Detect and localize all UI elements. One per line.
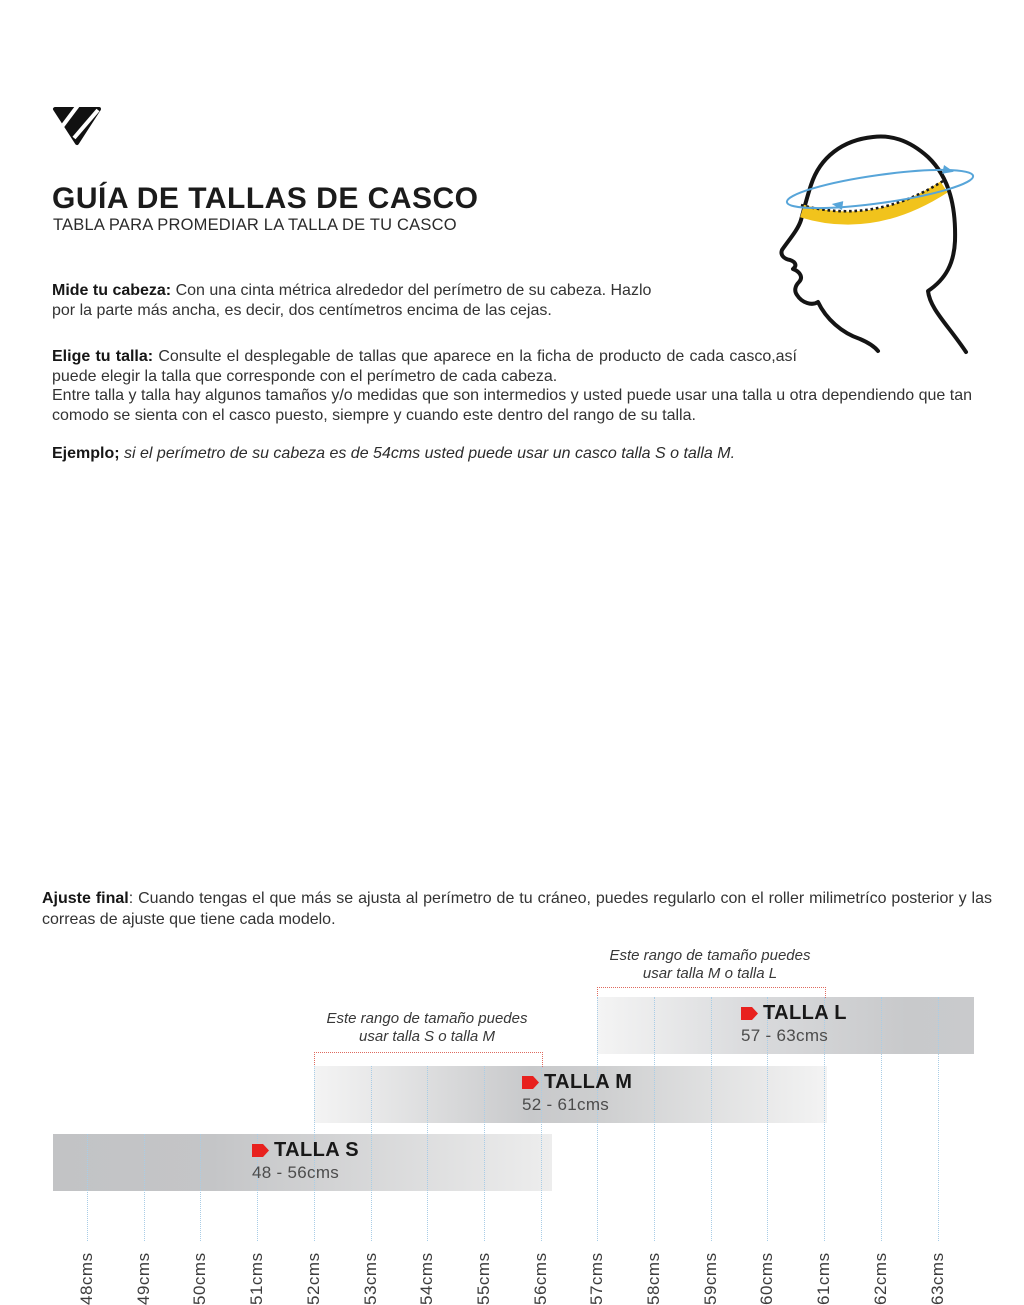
gridline (427, 1066, 428, 1241)
label-talla-l (741, 1002, 847, 1046)
axis-tick-label: 62cms (871, 1252, 890, 1305)
label-talla-m (522, 1071, 632, 1115)
overlap-box-s-m (314, 1052, 543, 1067)
axis-tick-label: 49cms (134, 1252, 153, 1305)
size-tag-icon (741, 1006, 758, 1021)
head-measurement-illustration (768, 123, 986, 355)
label-talla-s (252, 1139, 359, 1183)
size-tag-icon (522, 1075, 539, 1090)
annotation-line: usar talla S o talla M (359, 1028, 495, 1045)
final-adjust-text: : Cuando tengas el que más se ajusta al perímetro de tu cráneo, puedes regularlo con el roller milimetríco posterior y las correas de ajuste que tiene cada modelo. (42, 890, 992, 928)
gridline (371, 1066, 372, 1241)
choose-text: Consulte el desplegable de tallas que aparece en la ficha de producto de cada casco,así puede elegir la talla que corresponde con el perímetro de cada cabeza. (52, 348, 798, 385)
axis-tick-label: 58cms (644, 1252, 663, 1305)
gridline (144, 1134, 145, 1241)
example-text: si el perímetro de su cabeza es de 54cms usted puede usar un casco talla S o talla M. (124, 445, 736, 462)
choose-label: Elige tu talla: (52, 348, 154, 365)
choose-instruction (52, 347, 797, 386)
annotation-m-l (595, 947, 825, 983)
annotation-line: Este rango de tamaño puedes (609, 947, 811, 964)
axis-tick-label: 60cms (757, 1252, 776, 1305)
gridline (484, 1066, 485, 1241)
axis-tick-label: 53cms (361, 1252, 380, 1305)
axis-tick-label: 50cms (190, 1252, 209, 1305)
gridline (711, 997, 712, 1241)
measure-label: Mide tu cabeza: (52, 282, 172, 299)
gridline (200, 1134, 201, 1241)
size-range: 57 - 63cms (741, 1026, 829, 1045)
axis-tick-label: 54cms (417, 1252, 436, 1305)
axis-tick-label: 48cms (77, 1252, 96, 1305)
axis-tick-label: 59cms (701, 1252, 720, 1305)
axis-tick-label: 57cms (587, 1252, 606, 1305)
axis-tick-label: 51cms (247, 1252, 266, 1305)
gridline (938, 997, 939, 1241)
between-sizes-note: Entre talla y talla hay algunos tamaños y/o medidas que son intermedios y usted puede usar una talla u otra dependiendo que tan comodo se sienta con el casco puesto, siempre y cuando este dentro del rango de su talla. (52, 387, 972, 424)
size-range: 48 - 56cms (252, 1163, 340, 1182)
gridline (881, 997, 882, 1241)
size-name: TALLA M (544, 1071, 633, 1093)
size-tag-icon (252, 1143, 269, 1158)
size-name: TALLA S (274, 1139, 360, 1161)
brand-logo-icon (52, 106, 102, 146)
gridline (597, 997, 598, 1241)
head-profile-outline (781, 137, 966, 352)
page-title: GUÍA DE TALLAS DE CASCO (52, 182, 479, 215)
size-name: TALLA L (763, 1002, 847, 1024)
measure-text: Con una cinta métrica alrededor del perímetro de su cabeza. Hazlo por la parte más ancha, es decir, dos centímetros encima de las cejas. (52, 282, 652, 319)
final-adjust-label: Ajuste final (42, 890, 129, 907)
annotation-s-m (312, 1010, 542, 1046)
axis-tick-label: 55cms (474, 1252, 493, 1305)
size-range: 52 - 61cms (522, 1095, 610, 1114)
axis-tick-label: 56cms (531, 1252, 550, 1305)
measure-instruction (52, 281, 672, 320)
axis-tick-label: 52cms (304, 1252, 323, 1305)
annotation-line: Este rango de tamaño puedes (326, 1010, 528, 1027)
page-subtitle: TABLA PARA PROMEDIAR LA TALLA DE TU CASCO (53, 216, 457, 234)
gridline (654, 997, 655, 1241)
final-adjust-note (42, 888, 992, 930)
gridline (87, 1134, 88, 1241)
example-label: Ejemplo; (52, 445, 120, 462)
annotation-line: usar talla M o talla L (642, 965, 778, 982)
axis-tick-label: 63cms (928, 1252, 947, 1305)
axis-tick-label: 61cms (814, 1252, 833, 1305)
